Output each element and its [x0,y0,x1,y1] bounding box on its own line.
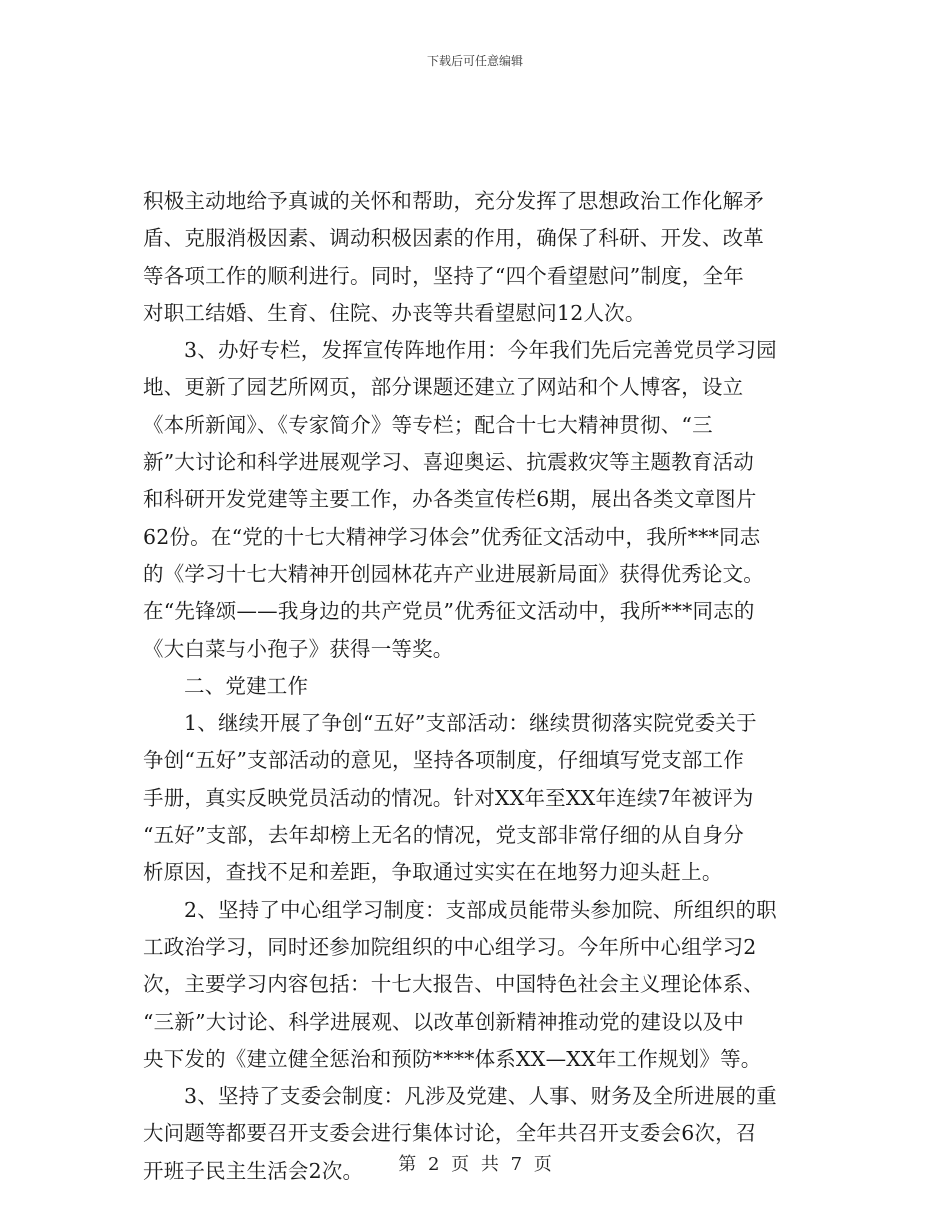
text-line: 大问题等都要召开支委会进行集体讨论，全年共召开支委会6次，召 [143,1121,757,1146]
text-line: 新”大讨论和科学进展观学习、喜迎奥运、抗震救灾等主题教育活动 [143,450,754,475]
text-line: 盾、克服消极因素、调动积极因素的作用，确保了科研、开发、改革 [143,226,764,251]
text-line: 3、办好专栏，发挥宣传阵地作用：今年我们先后完善党员学习园 [184,338,777,363]
text-line: 在“先锋颂——我身边的共产党员”优秀征文活动中，我所***同志的 [143,599,755,624]
text-line: 地、更新了园艺所网页，部分课题还建立了网站和个人博客，设立 [143,375,744,400]
text-line: “五好”支部，去年却榜上无名的情况，党支部非常仔细的从自身分 [143,823,744,848]
text-line: 《本所新闻》、《专家简介》等专栏；配合十七大精神贯彻、“三 [143,412,713,437]
text-line: 《大白菜与小孢子》获得一等奖。 [143,636,454,661]
text-line: 3、坚持了支委会制度：凡涉及党建、人事、财务及全所进展的重 [184,1084,777,1109]
text-line: 的《学习十七大精神开创园林花卉产业进展新局面》获得优秀论文。 [143,561,764,586]
text-line: 积极主动地给予真诚的关怀和帮助，充分发挥了思想政治工作化解矛 [143,189,764,213]
page-header: 下载后可任意编辑 [426,54,523,68]
text-line: 二、党建工作 [184,673,309,698]
text-line: 1、继续开展了争创“五好”支部活动：继续贯彻落实院党委关于 [184,711,757,736]
text-line: 2、坚持了中心组学习制度：支部成员能带头参加院、所组织的职 [184,897,777,922]
text-line: 对职工结婚、生育、住院、办丧等共看望慰问12人次。 [143,300,646,325]
text-line: 等各项工作的顺利进行。同时，坚持了“四个看望慰问”制度，全年 [143,263,744,288]
text-line: 工政治学习，同时还参加院组织的中心组学习。今年所中心组学习2 [143,934,757,959]
text-line: 争创“五好”支部活动的意见，坚持各项制度，仔细填写党支部工作 [143,748,744,773]
page-footer: 第 2 页 共 7 页 [398,1154,552,1175]
text-line: 62份。在“党的十七大精神学习体会”优秀征文活动中，我所***同志 [143,524,761,549]
text-line: 央下发的《建立健全惩治和预防****体系XX—XX年工作规划》等。 [143,1046,762,1071]
text-line: 手册，真实反映党员活动的情况。针对XX年至XX年连续7年被评为 [143,785,754,810]
text-line: 和科研开发党建等主要工作，办各类宣传栏6期，展出各类文章图片 [143,487,757,512]
text-line: 开班子民主生活会2次。 [143,1158,364,1183]
text-line: “三新”大讨论、科学进展观、以改革创新精神推动党的建设以及中 [143,1009,744,1034]
document-body [143,183,809,1190]
text-line: 析原因，查找不足和差距，争取通过实实在在地努力迎头赶上。 [143,860,723,885]
text-line: 次，主要学习内容包括：十七大报告、中国特色社会主义理论体系、 [143,972,764,997]
